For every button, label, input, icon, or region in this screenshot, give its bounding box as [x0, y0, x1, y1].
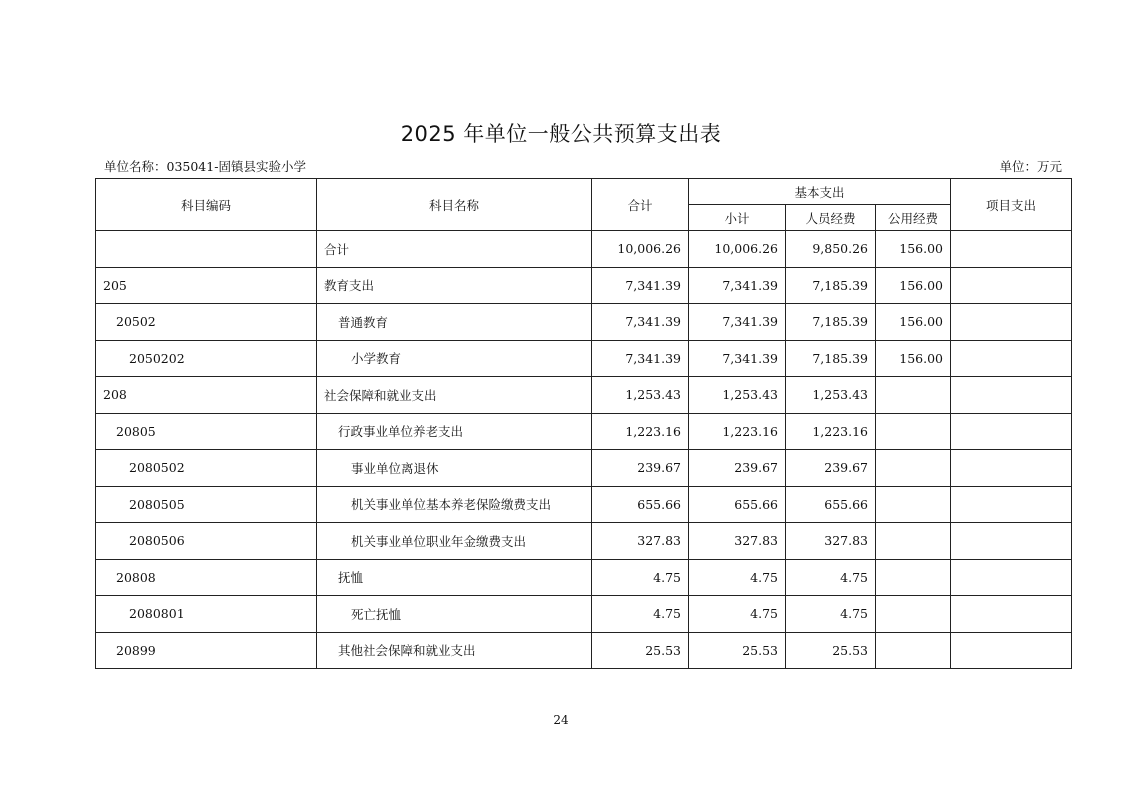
- cell-code: 208: [96, 377, 317, 414]
- cell-subtotal: 655.66: [689, 486, 786, 523]
- cell-code: [96, 231, 317, 268]
- unit-name: 单位名称：035041-固镇县实验小学: [104, 159, 306, 174]
- cell-name: 行政事业单位养老支出: [317, 413, 592, 450]
- cell-subtotal: 7,341.39: [689, 340, 786, 377]
- cell-public: [876, 596, 951, 633]
- cell-name: 机关事业单位职业年金缴费支出: [317, 523, 592, 560]
- table-row: [96, 559, 1072, 596]
- cell-public: 156.00: [876, 340, 951, 377]
- table-row: [96, 523, 1072, 560]
- cell-project: [951, 486, 1072, 523]
- table-row: [96, 377, 1072, 414]
- cell-project: [951, 596, 1072, 633]
- cell-code: 20805: [96, 413, 317, 450]
- page-number: 24: [553, 713, 569, 727]
- cell-project: [951, 413, 1072, 450]
- table-row: [96, 413, 1072, 450]
- cell-name: 其他社会保障和就业支出: [317, 632, 592, 669]
- cell-total: 327.83: [592, 523, 689, 560]
- cell-public: [876, 523, 951, 560]
- table-body: [96, 231, 1072, 669]
- cell-name: 合计: [317, 231, 592, 268]
- cell-personnel: 25.53: [786, 632, 876, 669]
- cell-code: 20808: [96, 559, 317, 596]
- cell-name: 小学教育: [317, 340, 592, 377]
- cell-name: 普通教育: [317, 304, 592, 341]
- cell-subtotal: 1,223.16: [689, 413, 786, 450]
- cell-code: 2050202: [96, 340, 317, 377]
- cell-personnel: 4.75: [786, 596, 876, 633]
- cell-subtotal: 239.67: [689, 450, 786, 487]
- cell-project: [951, 267, 1072, 304]
- cell-subtotal: 4.75: [689, 559, 786, 596]
- cell-project: [951, 231, 1072, 268]
- cell-project: [951, 304, 1072, 341]
- cell-subtotal: 7,341.39: [689, 267, 786, 304]
- cell-subtotal: 327.83: [689, 523, 786, 560]
- cell-personnel: 327.83: [786, 523, 876, 560]
- cell-subtotal: 4.75: [689, 596, 786, 633]
- cell-name: 机关事业单位基本养老保险缴费支出: [317, 486, 592, 523]
- cell-personnel: 239.67: [786, 450, 876, 487]
- table-row: [96, 231, 1072, 268]
- cell-total: 4.75: [592, 559, 689, 596]
- cell-public: [876, 486, 951, 523]
- cell-personnel: 7,185.39: [786, 304, 876, 341]
- cell-public: [876, 632, 951, 669]
- currency-unit: 单位：万元: [999, 159, 1062, 174]
- cell-project: [951, 340, 1072, 377]
- cell-name: 社会保障和就业支出: [317, 377, 592, 414]
- cell-code: 205: [96, 267, 317, 304]
- table-row: [96, 596, 1072, 633]
- cell-personnel: 4.75: [786, 559, 876, 596]
- cell-total: 10,006.26: [592, 231, 689, 268]
- cell-code: 2080506: [96, 523, 317, 560]
- table-row: [96, 450, 1072, 487]
- cell-total: 239.67: [592, 450, 689, 487]
- cell-total: 7,341.39: [592, 267, 689, 304]
- cell-personnel: 655.66: [786, 486, 876, 523]
- budget-table: [95, 178, 1072, 669]
- cell-public: [876, 559, 951, 596]
- cell-personnel: 1,253.43: [786, 377, 876, 414]
- cell-project: [951, 523, 1072, 560]
- table-row: [96, 304, 1072, 341]
- cell-name: 教育支出: [317, 267, 592, 304]
- header-public: 公用经费: [876, 205, 951, 231]
- cell-total: 655.66: [592, 486, 689, 523]
- cell-total: 7,341.39: [592, 304, 689, 341]
- cell-public: 156.00: [876, 304, 951, 341]
- cell-public: [876, 377, 951, 414]
- cell-personnel: 7,185.39: [786, 267, 876, 304]
- cell-subtotal: 25.53: [689, 632, 786, 669]
- cell-subtotal: 1,253.43: [689, 377, 786, 414]
- cell-code: 2080502: [96, 450, 317, 487]
- cell-code: 20502: [96, 304, 317, 341]
- header-code: 科目编码: [96, 179, 317, 231]
- cell-total: 4.75: [592, 596, 689, 633]
- header-project: 项目支出: [951, 179, 1072, 231]
- table-row: [96, 340, 1072, 377]
- header-basic: 基本支出: [689, 179, 951, 205]
- cell-subtotal: 10,006.26: [689, 231, 786, 268]
- cell-name: 抚恤: [317, 559, 592, 596]
- cell-project: [951, 559, 1072, 596]
- header-total: 合计: [592, 179, 689, 231]
- cell-personnel: 7,185.39: [786, 340, 876, 377]
- table-row: [96, 632, 1072, 669]
- cell-personnel: 1,223.16: [786, 413, 876, 450]
- cell-total: 1,223.16: [592, 413, 689, 450]
- cell-public: [876, 450, 951, 487]
- table-row: [96, 486, 1072, 523]
- cell-name: 事业单位离退休: [317, 450, 592, 487]
- cell-project: [951, 632, 1072, 669]
- cell-name: 死亡抚恤: [317, 596, 592, 633]
- cell-code: 2080505: [96, 486, 317, 523]
- header-name: 科目名称: [317, 179, 592, 231]
- cell-public: [876, 413, 951, 450]
- cell-project: [951, 377, 1072, 414]
- cell-code: 20899: [96, 632, 317, 669]
- cell-code: 2080801: [96, 596, 317, 633]
- header-personnel: 人员经费: [786, 205, 876, 231]
- cell-total: 7,341.39: [592, 340, 689, 377]
- cell-subtotal: 7,341.39: [689, 304, 786, 341]
- header-subtotal: 小计: [689, 205, 786, 231]
- cell-public: 156.00: [876, 231, 951, 268]
- cell-total: 25.53: [592, 632, 689, 669]
- table-row: [96, 267, 1072, 304]
- cell-personnel: 9,850.26: [786, 231, 876, 268]
- cell-total: 1,253.43: [592, 377, 689, 414]
- cell-public: 156.00: [876, 267, 951, 304]
- page-title: 2025 年单位一般公共预算支出表: [400, 122, 722, 146]
- cell-project: [951, 450, 1072, 487]
